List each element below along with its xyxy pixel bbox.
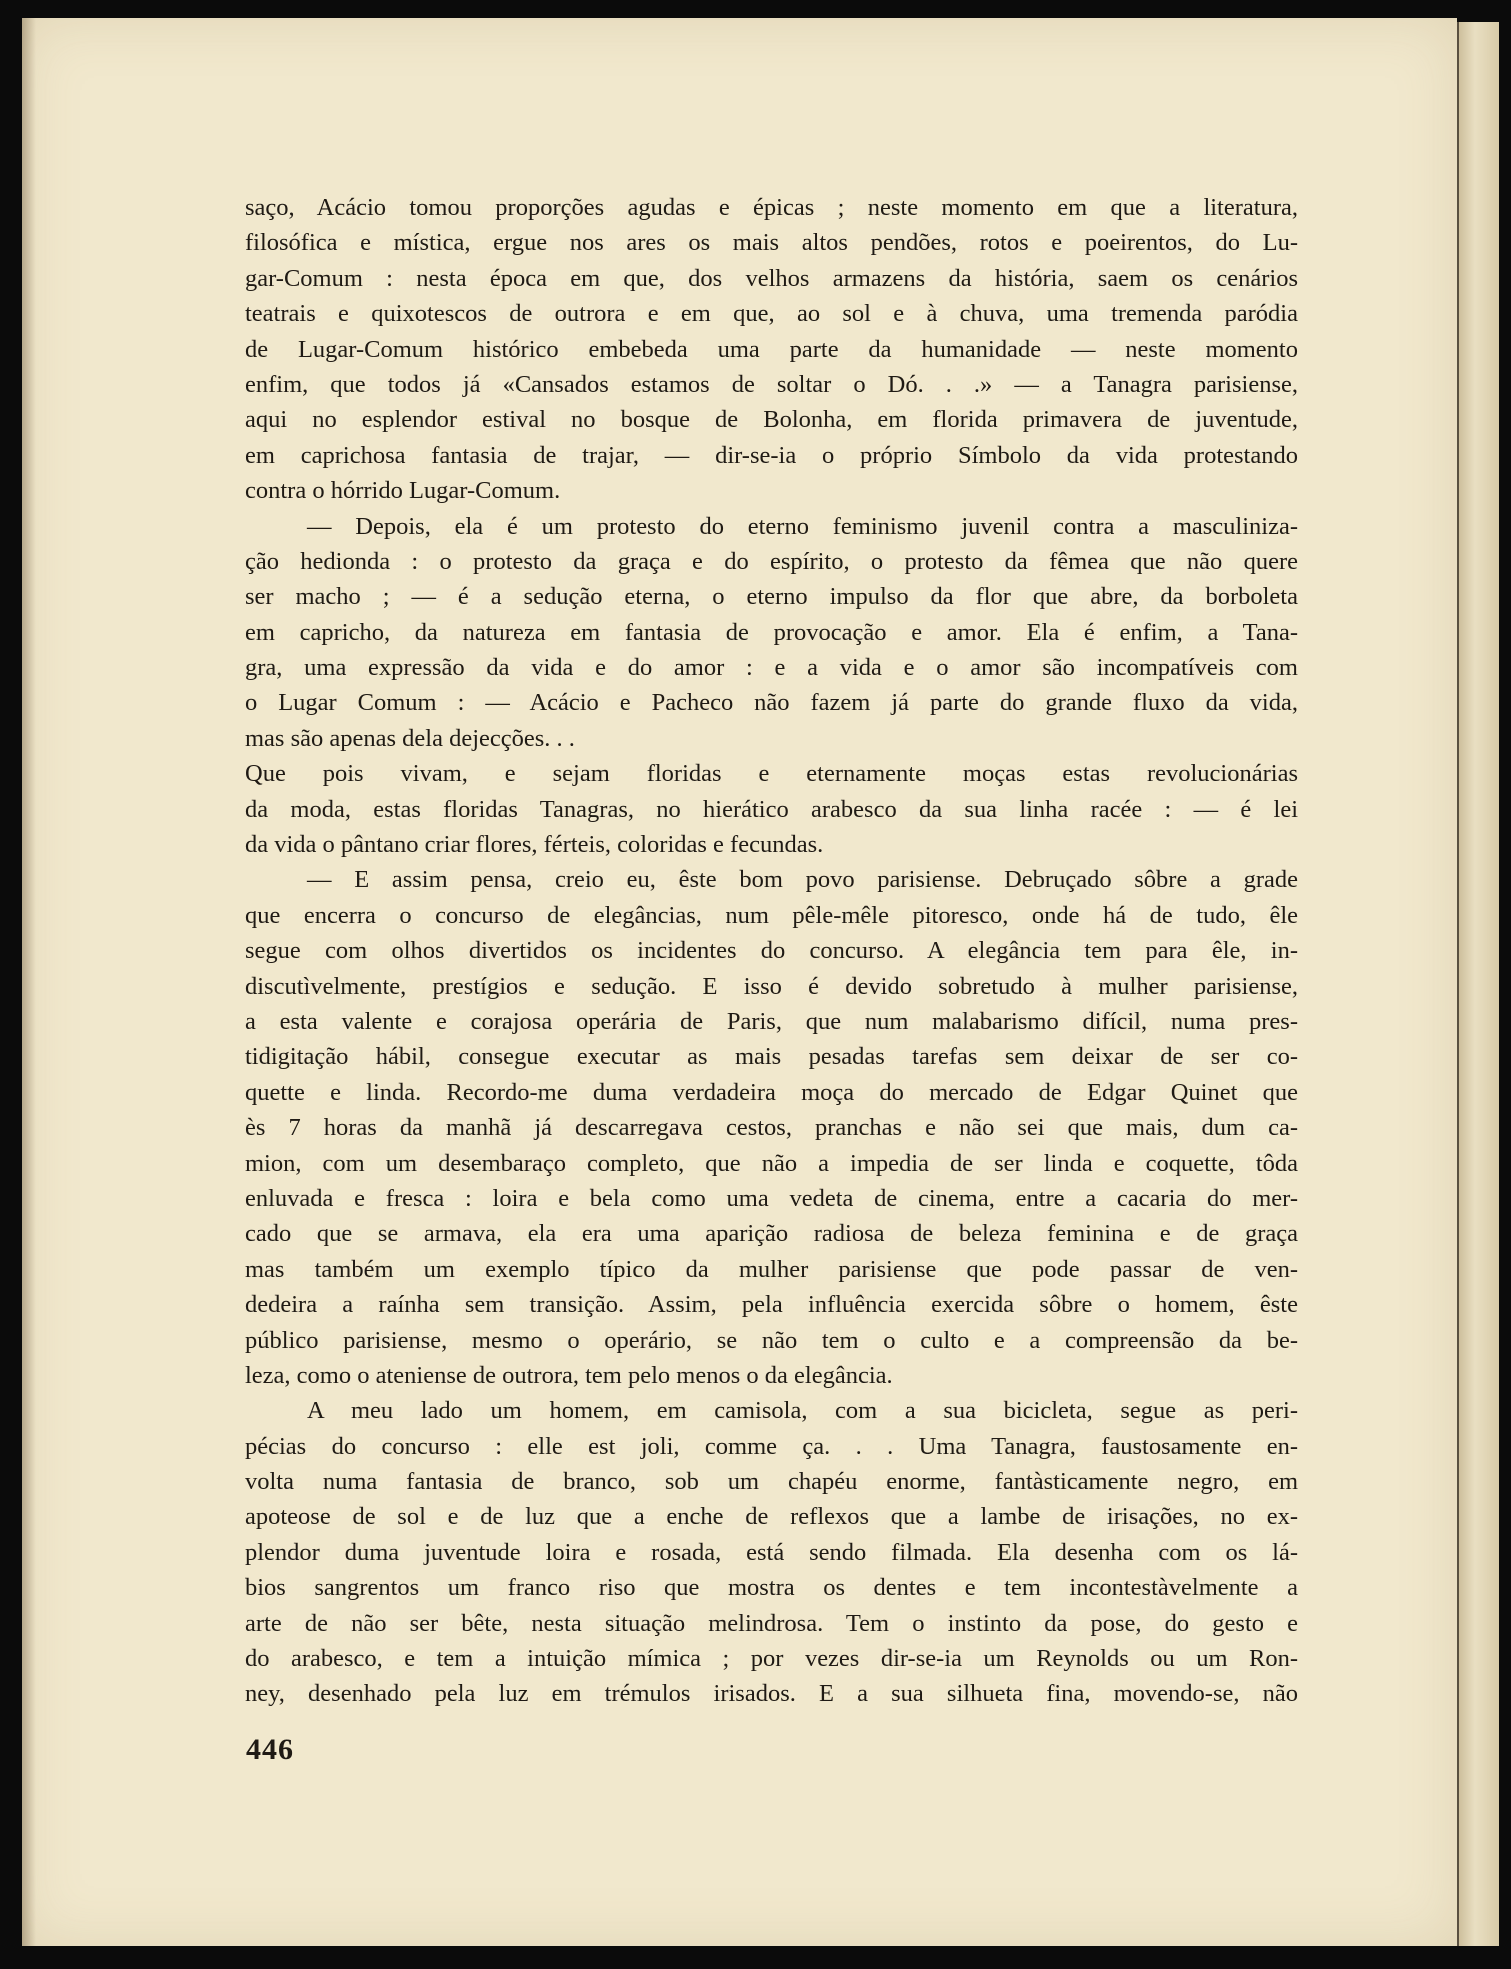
text-line: bios sangrentos um franco riso que mostra os dentes e tem incontestàvelmente a [245,1574,1298,1602]
text-line: segue com olhos divertidos os incidentes do concurso. A elegância tem para êle, in- [245,937,1298,965]
text-line: tidigitação hábil, consegue executar as mais pesadas tarefas sem deixar de ser co- [245,1043,1298,1071]
text-line: quette e linda. Recordo-me duma verdadeira moça do mercado de Edgar Quinet que [245,1078,1298,1106]
text-line: gar-Comum : nesta época em que, dos velhos armazens da história, saem os cenários [245,264,1298,292]
text-line: da vida o pântano criar flores, férteis, coloridas e fecundas. [245,831,824,859]
text-line: teatrais e quixotescos de outrora e em que, ao sol e à chuva, uma tremenda paródia [245,300,1298,328]
text-line: em caprichosa fantasia de trajar, — dir-se-ia o próprio Símbolo da vida protestando [245,441,1298,469]
text-line: arte de não ser bête, nesta situação melindrosa. Tem o instinto da pose, do gesto e [245,1609,1298,1637]
text-line: volta numa fantasia de branco, sob um chapéu enorme, fantàsticamente negro, em [245,1468,1298,1496]
text-line: leza, como o ateniense de outrora, tem pelo menos o da elegância. [245,1361,893,1389]
text-line: gra, uma expressão da vida e do amor : e a vida e o amor são incompatíveis com [245,654,1298,682]
text-line: ney, desenhado pela luz em trémulos irisados. E a sua silhueta fina, movendo-se, não [245,1680,1298,1708]
text-line: que encerra o concurso de elegâncias, num pêle-mêle pitoresco, onde há de tudo, êle [245,901,1298,929]
body-text [245,190,1298,1712]
text-line: em capricho, da natureza em fantasia de provocação e amor. Ela é enfim, a Tana- [245,618,1298,646]
text-line: discutìvelmente, prestígios e sedução. E isso é devido sobretudo à mulher parisiense, [245,972,1298,1000]
text-line: mas também um exemplo típico da mulher parisiense que pode passar de ven- [245,1255,1298,1283]
text-line: dedeira a raínha sem transição. Assim, pela influência exercida sôbre o homem, êste [245,1291,1298,1319]
text-line: saço, Acácio tomou proporções agudas e épicas ; neste momento em que a literatura, [245,194,1298,221]
text-line: a esta valente e corajosa operária de Paris, que num malabarismo difícil, numa pres- [245,1007,1298,1035]
text-line: — Depois, ela é um protesto do eterno feminismo juvenil contra a masculiniza- [307,512,1298,540]
text-line: o Lugar Comum : — Acácio e Pacheco não fazem já parte do grande fluxo da vida, [245,689,1298,717]
text-line: aqui no esplendor estival no bosque de Bolonha, em florida primavera de juventude, [245,406,1298,434]
text-line: enluvada e fresca : loira e bela como uma vedeta de cinema, entre a cacaria do mer- [245,1184,1298,1212]
text-line: mas são apenas dela dejecções. . . [245,724,575,752]
text-line: da moda, estas floridas Tanagras, no hierático arabesco da sua linha racée : — é lei [245,795,1298,823]
text-line: apoteose de sol e de luz que a enche de reflexos que a lambe de irisações, no ex- [245,1503,1298,1531]
text-line: ès 7 horas da manhã já descarregava cestos, pranchas e não sei que mais, dum ca- [245,1114,1298,1142]
page-number: 446 [246,1733,294,1766]
adjacent-page-edge [1457,22,1499,1946]
text-line: pécias do concurso : elle est joli, comme ça. . . Uma Tanagra, faustosamente en- [245,1432,1298,1460]
text-line: — E assim pensa, creio eu, êste bom povo parisiense. Debruçado sôbre a grade [307,866,1298,894]
text-line: mion, com um desembaraço completo, que não a impedia de ser linda e coquette, tôda [245,1149,1298,1177]
text-line: Que pois vivam, e sejam floridas e eternamente moças estas revolucionárias [245,760,1298,788]
text-line: do arabesco, e tem a intuição mímica ; por vezes dir-se-ia um Reynolds ou um Ron- [245,1645,1298,1673]
text-line: plendor duma juventude loira e rosada, está sendo filmada. Ela desenha com os lá- [245,1538,1298,1566]
text-line: filosófica e mística, ergue nos ares os mais altos pendões, rotos e poeirentos, do Lu- [245,229,1298,257]
page-gutter-shadow [22,18,36,1946]
text-line: de Lugar-Comum histórico embebeda uma parte da humanidade — neste momento [245,335,1298,363]
text-line: contra o hórrido Lugar-Comum. [245,477,561,505]
text-line: público parisiense, mesmo o operário, se não tem o culto e a compreensão da be- [245,1326,1298,1354]
text-line: ção hedionda : o protesto da graça e do espírito, o protesto da fêmea que não quere [245,547,1298,575]
text-line: cado que se armava, ela era uma aparição radiosa de beleza feminina e de graça [245,1220,1298,1248]
text-line: A meu lado um homem, em camisola, com a sua bicicleta, segue as peri- [307,1397,1298,1425]
text-line: enfim, que todos já «Cansados estamos de soltar o Dó. . .» — a Tanagra parisiense, [245,370,1298,398]
text-line: ser macho ; — é a sedução eterna, o eterno impulso da flor que abre, da borboleta [245,583,1298,611]
